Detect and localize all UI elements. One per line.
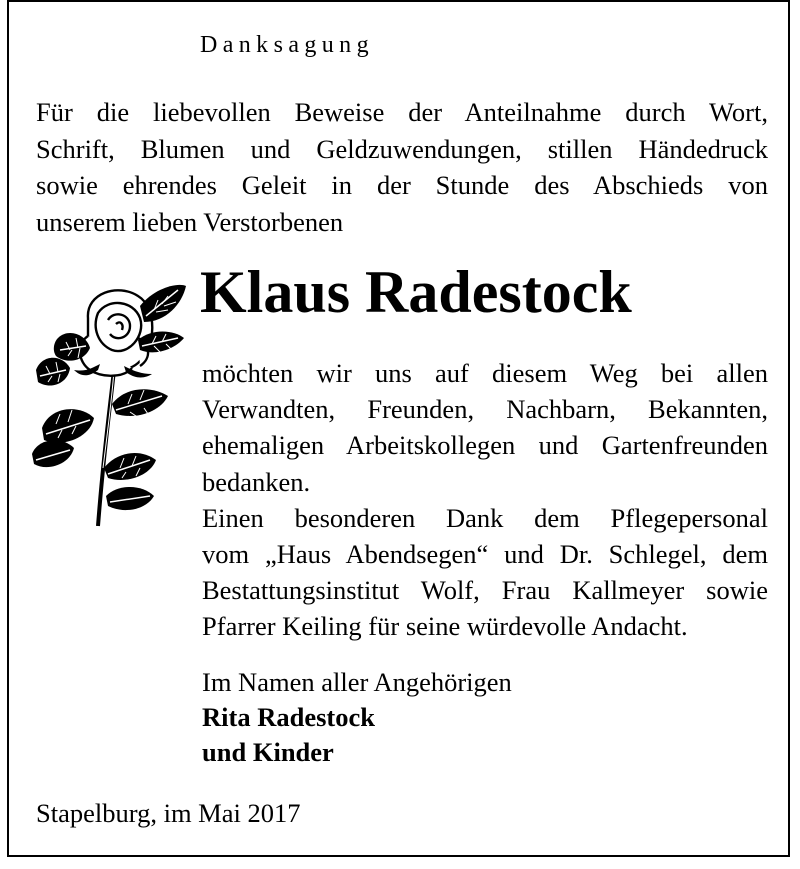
place-date: Stapelburg, im Mai 2017 <box>36 798 301 828</box>
body-line: vom „Haus Abendsegen“ und Dr. Schlegel, dem <box>202 539 768 570</box>
body-line: ehemaligen Arbeitskollegen und Gartenfreunden <box>202 430 768 461</box>
body-line: möchten wir uns auf diesem Weg bei allen <box>202 358 768 388</box>
closing-line: Im Namen aller Angehörigen <box>202 667 512 697</box>
closing-block <box>202 665 512 770</box>
notice-heading: Danksagung <box>200 32 374 58</box>
rose-icon <box>28 278 188 528</box>
intro-line: sowie ehrendes Geleit in der Stunde des Abschieds von <box>36 170 768 200</box>
body-line: Pfarrer Keiling für seine würdevolle Andacht. <box>202 611 688 642</box>
intro-line: Schrift, Blumen und Geldzuwendungen, stillen Händedruck <box>36 133 768 164</box>
signer-family: und Kinder <box>202 737 334 767</box>
intro-paragraph <box>36 94 768 240</box>
thanks-paragraph <box>202 355 768 645</box>
deceased-name: Klaus Radestock <box>200 259 632 325</box>
intro-line: Für die liebevollen Beweise der Anteilnahme durch Wort, <box>36 97 768 127</box>
intro-line: unserem lieben Verstorbenen <box>36 206 344 237</box>
body-line: Einen besonderen Dank dem Pflegepersonal <box>202 502 768 533</box>
body-line: Verwandten, Freunden, Nachbarn, Bekannten, <box>202 394 768 425</box>
body-line: Bestattungsinstitut Wolf, Frau Kallmeyer sowie <box>202 575 768 606</box>
signer-name: Rita Radestock <box>202 702 375 732</box>
body-line: bedanken. <box>202 466 311 497</box>
